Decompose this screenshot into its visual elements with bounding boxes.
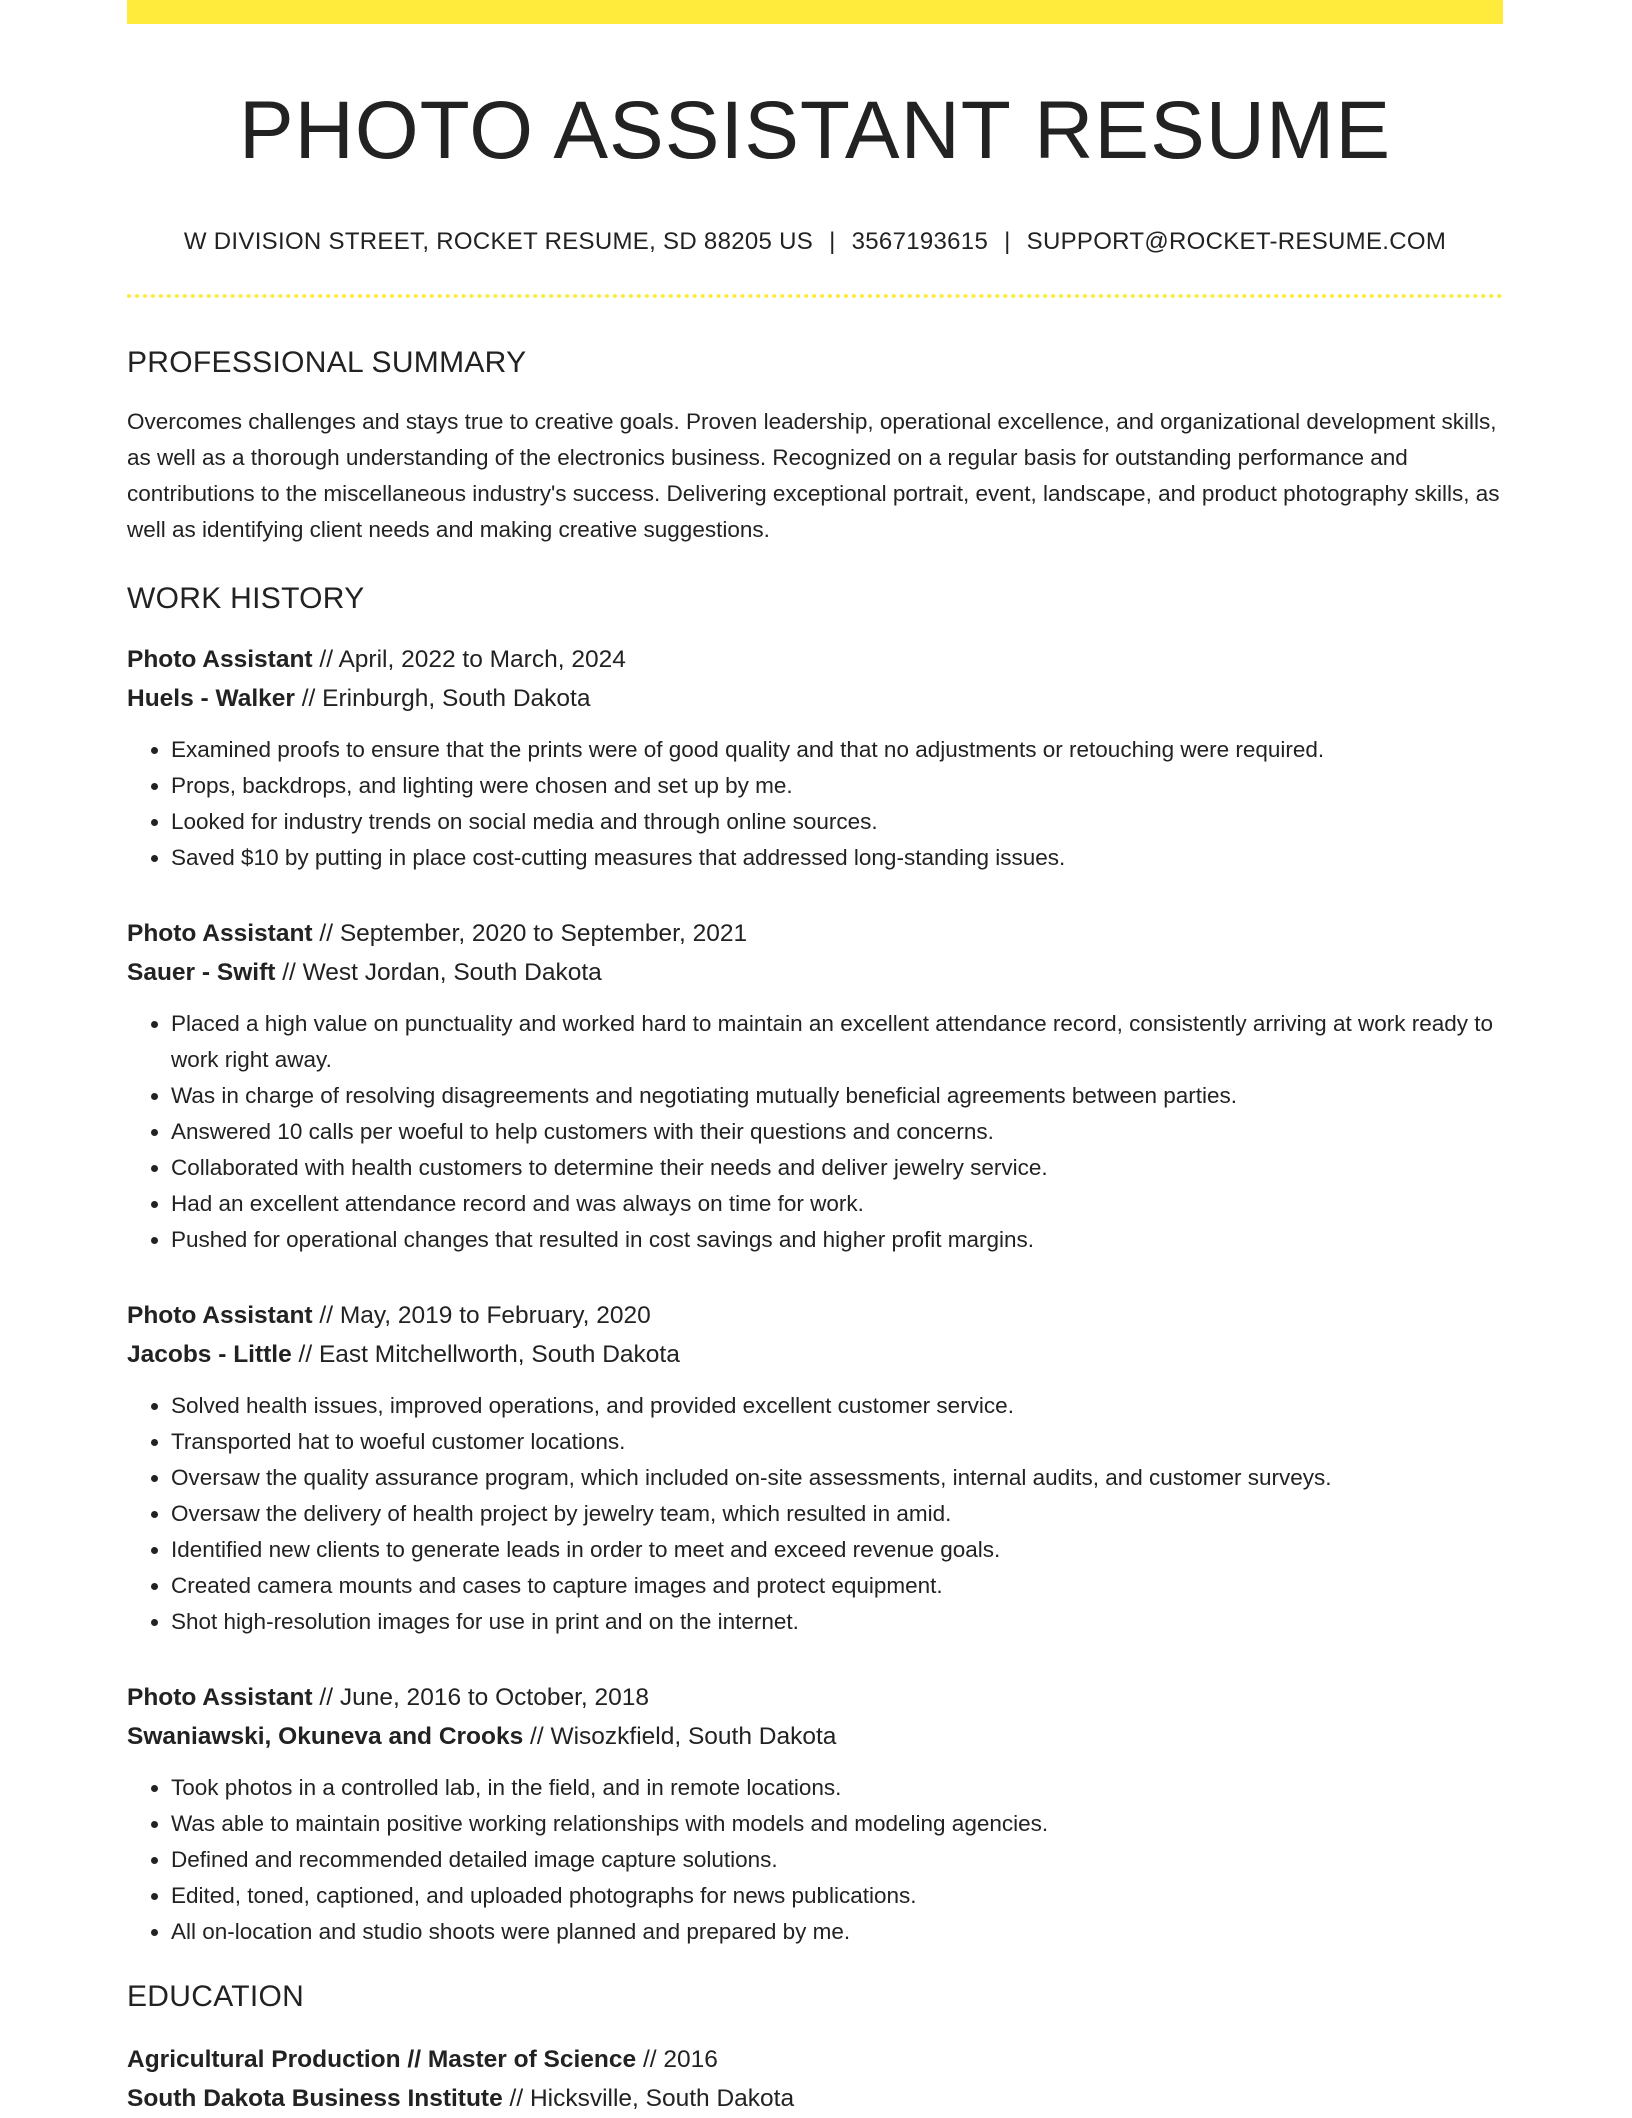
top-accent-bar bbox=[127, 0, 1503, 24]
education-heading: EDUCATION bbox=[127, 1980, 305, 2014]
job-bullets bbox=[127, 1388, 1503, 1640]
list-item: • Oversaw the delivery of health project by jewelry team, which resulted in amid. bbox=[171, 1496, 1503, 1532]
header-divider bbox=[127, 294, 1503, 298]
job-dates: // April, 2022 to March, 2024 bbox=[312, 646, 626, 674]
job-location: // East Mitchellworth, South Dakota bbox=[291, 1341, 680, 1369]
job-title-line bbox=[127, 914, 1503, 953]
job-dates: // June, 2016 to October, 2018 bbox=[312, 1684, 650, 1712]
job-location: // West Jordan, South Dakota bbox=[275, 959, 602, 987]
education-location: // Hicksville, South Dakota bbox=[502, 2085, 795, 2113]
job-bullets bbox=[127, 1006, 1503, 1258]
resume-title: PHOTO ASSISTANT RESUME bbox=[238, 85, 1392, 176]
list-item: • Placed a high value on punctuality and worked hard to maintain an excellent attendance record, consistently arriving at work ready to work right away. bbox=[171, 1006, 1503, 1078]
job-bullets bbox=[127, 1770, 1503, 1950]
list-item: • Props, backdrops, and lighting were chosen and set up by me. bbox=[171, 768, 1503, 804]
job-company-line bbox=[127, 1335, 1503, 1374]
summary-heading: PROFESSIONAL SUMMARY bbox=[127, 346, 527, 380]
education-school-line bbox=[127, 2079, 1503, 2118]
education-entry bbox=[127, 2040, 1503, 2118]
list-item: • Pushed for operational changes that resulted in cost savings and higher profit margins. bbox=[171, 1222, 1503, 1258]
job-company: Swaniawski, Okuneva and Crooks bbox=[127, 1723, 524, 1751]
job-title-line bbox=[127, 1296, 1503, 1335]
contact-separator: | bbox=[829, 228, 836, 256]
list-item: • Transported hat to woeful customer locations. bbox=[171, 1424, 1503, 1460]
list-item: • Answered 10 calls per woeful to help customers with their questions and concerns. bbox=[171, 1114, 1503, 1150]
job-company-line bbox=[127, 953, 1503, 992]
job-title: Photo Assistant bbox=[127, 920, 313, 948]
education-year: // 2016 bbox=[636, 2046, 718, 2074]
job-company: Jacobs - Little bbox=[127, 1341, 292, 1369]
job-bullets bbox=[127, 732, 1503, 876]
education-degree-line bbox=[127, 2040, 1503, 2079]
list-item: • Created camera mounts and cases to capture images and protect equipment. bbox=[171, 1568, 1503, 1604]
job-entry bbox=[127, 914, 1503, 1258]
list-item: • Edited, toned, captioned, and uploaded photographs for news publications. bbox=[171, 1878, 1503, 1914]
job-company: Sauer - Swift bbox=[127, 959, 276, 987]
education-school: South Dakota Business Institute bbox=[127, 2085, 503, 2113]
job-title-line bbox=[127, 1678, 1503, 1717]
education-section bbox=[127, 1980, 1503, 2118]
job-title: Photo Assistant bbox=[127, 1684, 313, 1712]
list-item: • Collaborated with health customers to determine their needs and deliver jewelry service. bbox=[171, 1150, 1503, 1186]
list-item: • Examined proofs to ensure that the prints were of good quality and that no adjustments or retouching were required. bbox=[171, 732, 1503, 768]
job-company-line bbox=[127, 679, 1503, 718]
education-degree: Agricultural Production // Master of Science bbox=[127, 2046, 637, 2074]
contact-email: SUPPORT@ROCKET-RESUME.COM bbox=[1026, 228, 1447, 256]
list-item: • All on-location and studio shoots were planned and prepared by me. bbox=[171, 1914, 1503, 1950]
list-item: • Shot high-resolution images for use in print and on the internet. bbox=[171, 1604, 1503, 1640]
job-dates: // September, 2020 to September, 2021 bbox=[312, 920, 748, 948]
list-item: • Was able to maintain positive working relationships with models and modeling agencies. bbox=[171, 1806, 1503, 1842]
list-item: • Solved health issues, improved operations, and provided excellent customer service. bbox=[171, 1388, 1503, 1424]
list-item: • Oversaw the quality assurance program, which included on-site assessments, internal audits, and customer surveys. bbox=[171, 1460, 1503, 1496]
job-entry bbox=[127, 1296, 1503, 1640]
list-item: • Had an excellent attendance record and was always on time for work. bbox=[171, 1186, 1503, 1222]
job-entry bbox=[127, 640, 1503, 876]
job-company: Huels - Walker bbox=[127, 685, 295, 713]
resume-page bbox=[127, 0, 1503, 2118]
job-title: Photo Assistant bbox=[127, 1302, 313, 1330]
job-title: Photo Assistant bbox=[127, 646, 313, 674]
list-item: • Was in charge of resolving disagreements and negotiating mutually beneficial agreements between parties. bbox=[171, 1078, 1503, 1114]
work-history-heading: WORK HISTORY bbox=[127, 582, 365, 616]
list-item: • Identified new clients to generate leads in order to meet and exceed revenue goals. bbox=[171, 1532, 1503, 1568]
list-item: • Defined and recommended detailed image capture solutions. bbox=[171, 1842, 1503, 1878]
contact-address: W DIVISION STREET, ROCKET RESUME, SD 88205 US bbox=[183, 228, 814, 256]
summary-text: Overcomes challenges and stays true to creative goals. Proven leadership, operational excellence, and organizational development skills, as well as a thorough understanding of the electronics business. Recognized on a regular basis for outstanding performance and contributions to the miscellaneous industry's success. Delivering exceptional portrait, event, landscape, and product photography skills, as well as identifying client needs and making creative suggestions. bbox=[127, 409, 1500, 543]
list-item: • Saved $10 by putting in place cost-cutting measures that addressed long-standing issues. bbox=[171, 840, 1503, 876]
job-dates: // May, 2019 to February, 2020 bbox=[312, 1302, 651, 1330]
job-company-line bbox=[127, 1717, 1503, 1756]
job-location: // Erinburgh, South Dakota bbox=[294, 685, 591, 713]
contact-separator: | bbox=[1004, 228, 1011, 256]
list-item: • Took photos in a controlled lab, in the field, and in remote locations. bbox=[171, 1770, 1503, 1806]
job-location: // Wisozkfield, South Dakota bbox=[523, 1723, 837, 1751]
job-title-line bbox=[127, 640, 1503, 679]
job-entry bbox=[127, 1678, 1503, 1950]
contact-phone: 3567193615 bbox=[851, 228, 989, 256]
list-item: • Looked for industry trends on social media and through online sources. bbox=[171, 804, 1503, 840]
contact-line bbox=[127, 228, 1503, 256]
